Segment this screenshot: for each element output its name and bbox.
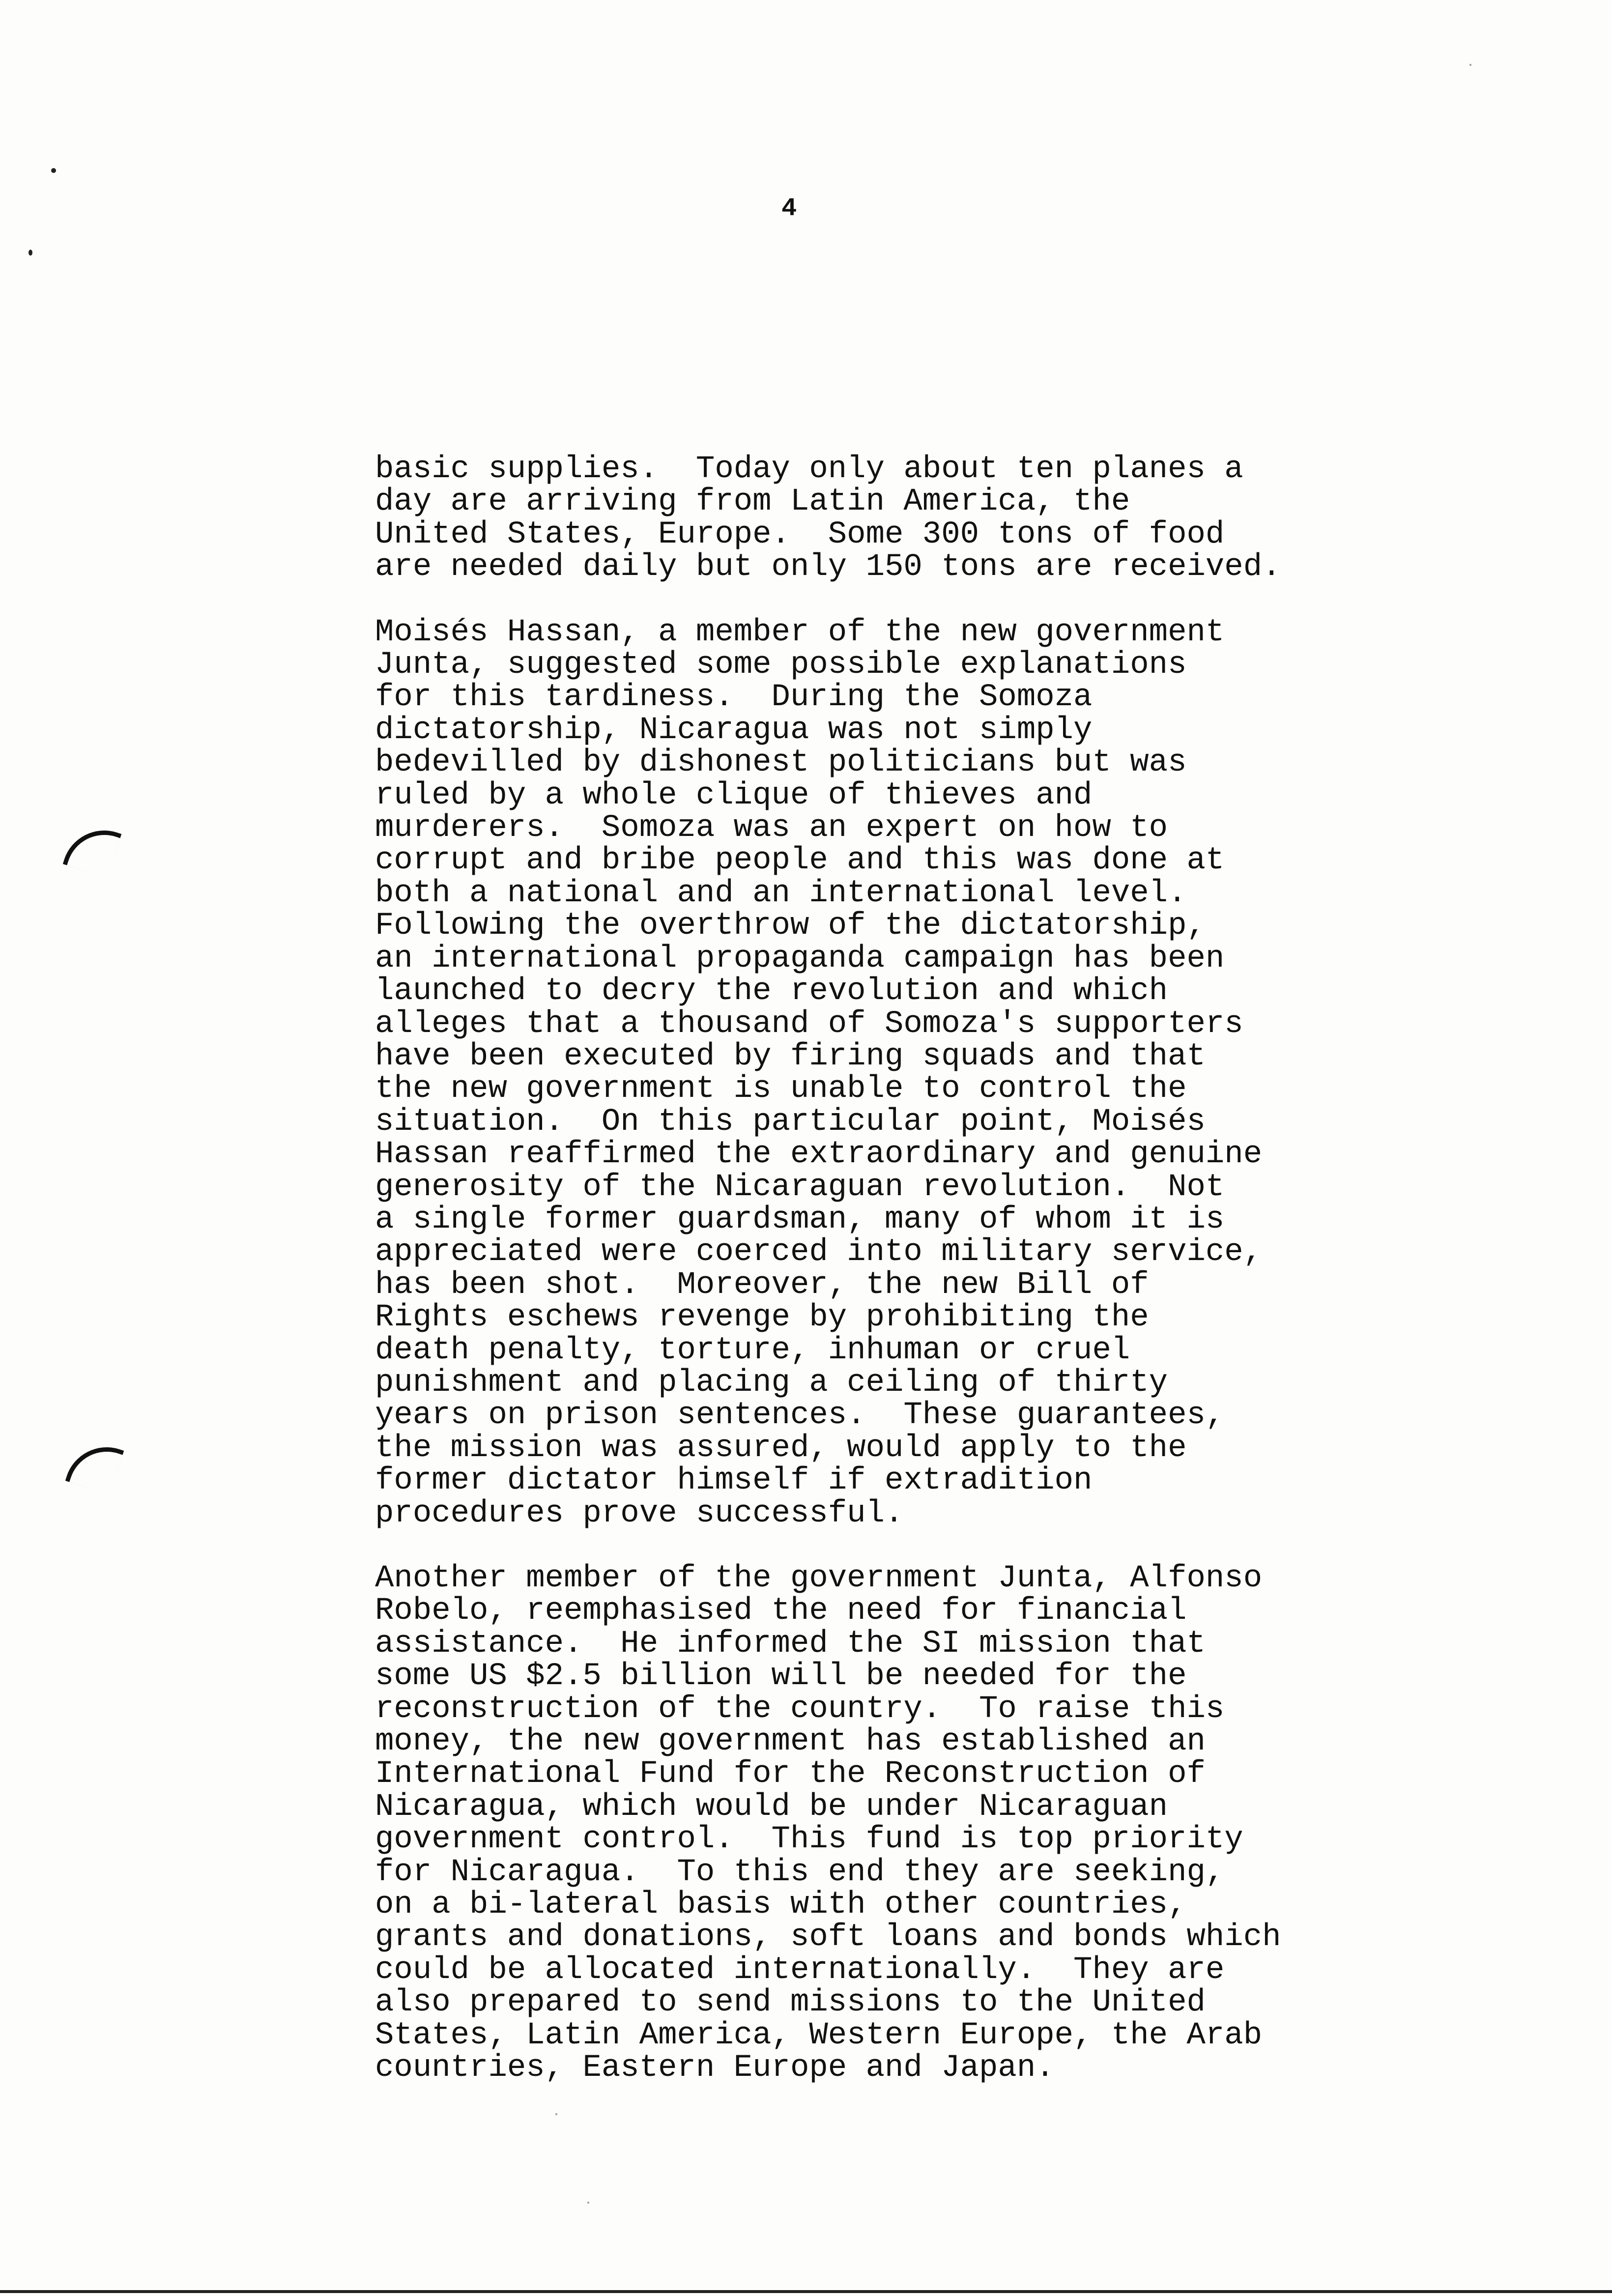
text-line: grants and donations, soft loans and bonds which <box>375 1920 1281 1955</box>
text-line: has been shot. Moreover, the new Bill of <box>375 1267 1149 1303</box>
text-line: generosity of the Nicaraguan revolution. Not <box>375 1169 1225 1205</box>
text-line: bedevilled by dishonest politicians but was <box>375 745 1187 781</box>
text-line: both a national and an international level. <box>375 875 1187 911</box>
text-line: money, the new government has established an <box>375 1724 1206 1760</box>
text-line: Nicaragua, which would be under Nicaraguan <box>375 1789 1168 1825</box>
text-line: for this tardiness. During the Somoza <box>375 680 1093 716</box>
text-line: also prepared to send missions to the United <box>375 1985 1206 2021</box>
punch-hole-mark <box>63 820 122 879</box>
text-line: countries, Eastern Europe and Japan. <box>375 2050 1055 2086</box>
text-line: some US $2.5 billion will be needed for the <box>375 1659 1187 1694</box>
page-number: 4 <box>781 194 797 223</box>
body-text <box>375 453 1358 2117</box>
text-line: a single former guardsman, many of whom it is <box>375 1202 1225 1237</box>
text-line: for Nicaragua. To this end they are seeking, <box>375 1854 1225 1890</box>
scan-speck <box>29 250 32 256</box>
text-line: are needed daily but only 150 tons are received. <box>375 549 1281 585</box>
text-line: murderers. Somoza was an expert on how to <box>375 810 1168 846</box>
text-line: years on prison sentences. These guarantees, <box>375 1398 1225 1434</box>
text-line: on a bi-lateral basis with other countries, <box>375 1887 1187 1923</box>
text-line: International Fund for the Reconstruction of <box>375 1756 1206 1792</box>
text-line: former dictator himself if extradition <box>375 1463 1093 1499</box>
text-line: the mission was assured, would apply to the <box>375 1430 1187 1466</box>
text-line: situation. On this particular point, Moisés <box>375 1104 1206 1140</box>
scan-speck <box>51 168 56 173</box>
punch-hole-mark <box>65 1436 124 1495</box>
text-line: alleges that a thousand of Somoza's supporters <box>375 1006 1243 1042</box>
text-line: assistance. He informed the SI mission that <box>375 1626 1206 1662</box>
text-line: ruled by a whole clique of thieves and <box>375 777 1093 813</box>
text-line: Rights eschews revenge by prohibiting the <box>375 1300 1149 1336</box>
text-line: Another member of the government Junta, Alfonso <box>375 1561 1263 1596</box>
text-line: death penalty, torture, inhuman or cruel <box>375 1332 1130 1368</box>
page-bottom-edge <box>0 2290 1612 2293</box>
text-line: have been executed by firing squads and that <box>375 1038 1206 1074</box>
text-line: punishment and placing a ceiling of thirty <box>375 1365 1168 1401</box>
paragraph <box>375 453 1358 584</box>
text-line: dictatorship, Nicaragua was not simply <box>375 712 1093 748</box>
text-line: an international propaganda campaign has been <box>375 941 1225 976</box>
text-line: appreciated were coerced into military service, <box>375 1234 1263 1270</box>
text-line: States, Latin America, Western Europe, the Arab <box>375 2017 1263 2053</box>
text-line: basic supplies. Today only about ten planes a <box>375 452 1243 487</box>
paragraph <box>375 616 1358 1530</box>
text-line: corrupt and bribe people and this was done at <box>375 843 1225 879</box>
text-line: Moisés Hassan, a member of the new government <box>375 614 1225 650</box>
text-line: United States, Europe. Some 300 tons of food <box>375 517 1225 552</box>
text-line: Robelo, reemphasised the need for financial <box>375 1593 1187 1629</box>
text-line: Hassan reaffirmed the extraordinary and genuine <box>375 1137 1263 1173</box>
text-line: reconstruction of the country. To raise this <box>375 1691 1225 1727</box>
text-line: government control. This fund is top priority <box>375 1822 1243 1858</box>
text-line: procedures prove successful. <box>375 1495 904 1531</box>
scan-speck <box>587 2202 589 2204</box>
text-line: Following the overthrow of the dictatorship, <box>375 908 1206 944</box>
text-line: could be allocated internationally. They are <box>375 1952 1225 1988</box>
paragraph <box>375 1562 1358 2085</box>
text-line: Junta, suggested some possible explanations <box>375 647 1187 683</box>
text-line: launched to decry the revolution and which <box>375 974 1168 1009</box>
scan-speck <box>1469 64 1471 66</box>
text-line: the new government is unable to control the <box>375 1071 1187 1107</box>
text-line: day are arriving from Latin America, the <box>375 484 1130 520</box>
